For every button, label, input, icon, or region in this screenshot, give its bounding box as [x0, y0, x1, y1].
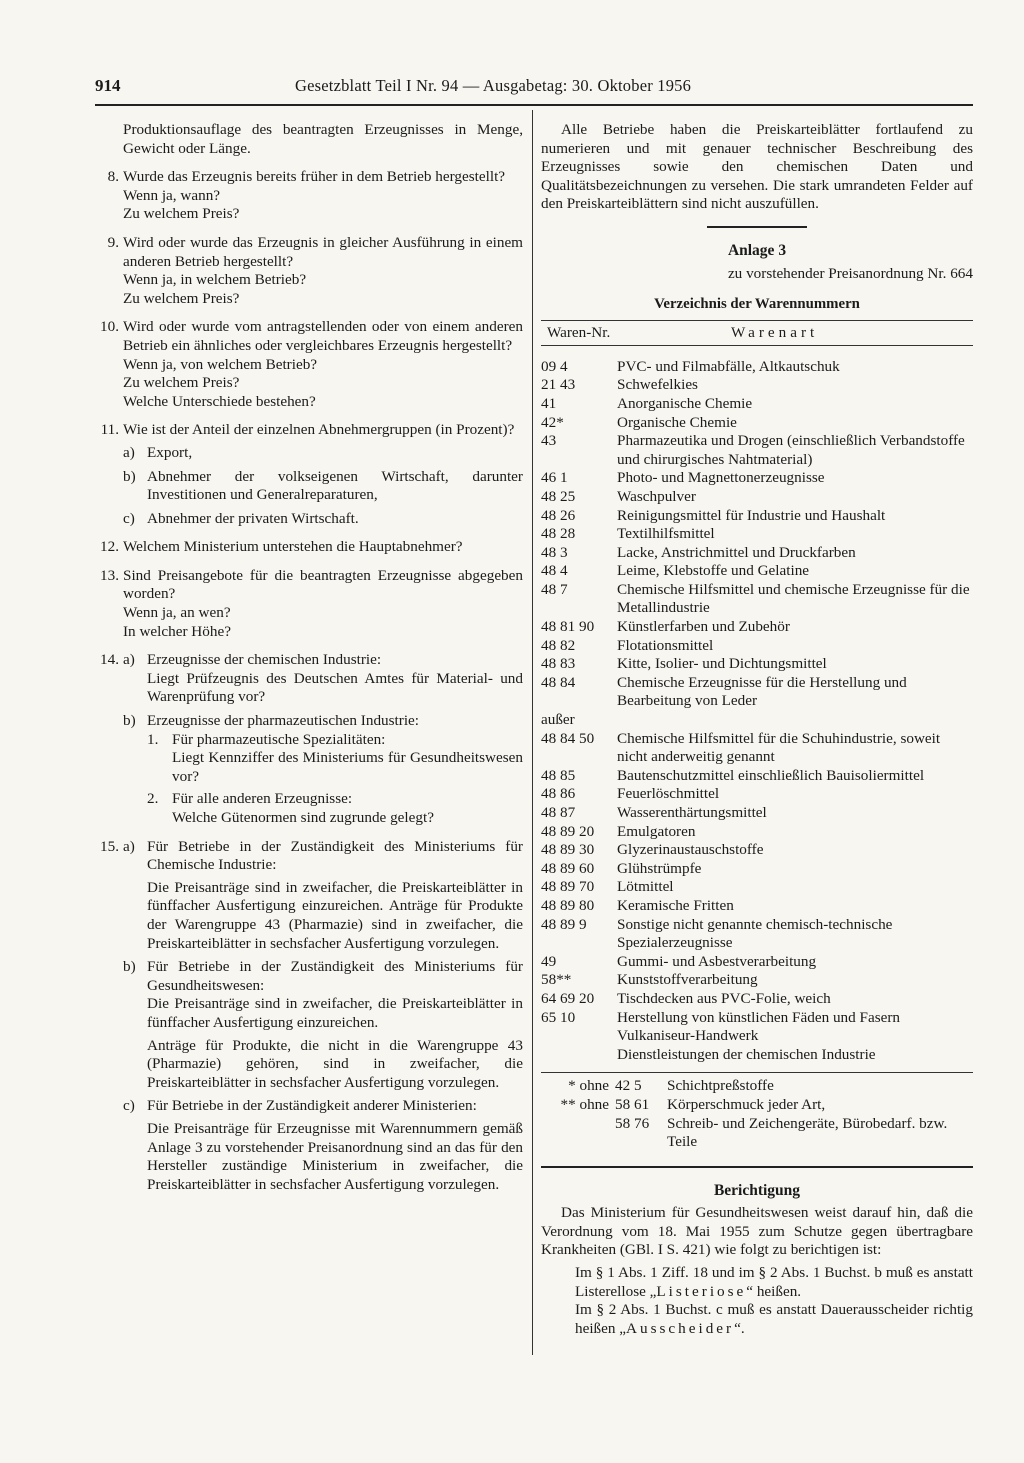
warenart: Vulkaniseur-Handwerk: [617, 1027, 759, 1045]
warenart: Waschpulver: [617, 487, 696, 505]
answer-option-a: [123, 444, 523, 463]
list-item: [541, 860, 973, 879]
anlage-title: Anlage 3: [727, 241, 787, 259]
list-item: [541, 655, 973, 674]
question-9: [95, 234, 523, 308]
question-text: Wie ist der Anteil der einzelnen Abnehmergruppen (in Prozent)?: [123, 421, 515, 439]
warenart: Organische Chemie: [617, 413, 737, 431]
list-item: [541, 358, 973, 377]
question-number: 8.: [107, 168, 119, 186]
list-item: [541, 469, 973, 488]
waren-nr: 48 89 20: [541, 822, 595, 840]
item-label: 2.: [147, 790, 159, 808]
option-14b: [123, 712, 523, 828]
option-text: Die Preisanträge sind in zweifacher, die Preiskarteiblätter in fünffacher Ausfertigung einzureichen.: [147, 995, 523, 1031]
question-15: [95, 838, 523, 1195]
waren-nr: 48 84 50: [541, 729, 595, 747]
waren-nr: 48 89 9: [541, 915, 587, 933]
waren-nr: 48 28: [541, 525, 576, 543]
list-item: [541, 916, 973, 953]
waren-nr: 43: [541, 432, 557, 450]
option-14a: [123, 651, 523, 707]
question-10: [95, 318, 523, 411]
waren-nr: 48 87: [541, 804, 576, 821]
list-item: [541, 376, 973, 395]
waren-nr: 65 10: [541, 1008, 576, 1026]
header-rule: [95, 104, 973, 106]
question-number: 11.: [100, 421, 119, 439]
warenart: Tischdecken aus PVC-Folie, weich: [617, 989, 831, 1007]
waren-nr: 64 69 20: [541, 989, 595, 1007]
waren-nr: 48 25: [541, 487, 576, 505]
footnote-text: Schreib- und Zeichengeräte, Bürobedarf. bzw. Teile: [667, 1114, 948, 1151]
option-label: b): [123, 958, 136, 976]
waren-nr: 48 89 70: [541, 878, 595, 896]
warenart: Feuerlöschmittel: [617, 785, 720, 803]
warenliste: [541, 358, 973, 1065]
waren-nr: [541, 1046, 617, 1065]
waren-nr: 48 86: [541, 785, 576, 803]
footnote-row: [541, 1077, 973, 1096]
question-text: Welchem Ministerium unterstehen die Hauptabnehmer?: [123, 538, 463, 556]
footnote-row: [541, 1096, 973, 1115]
list-item: [541, 841, 973, 860]
list-item: [541, 1009, 973, 1028]
correction-1: [541, 1264, 973, 1301]
list-item: [541, 525, 973, 544]
question-number: 12.: [100, 538, 119, 556]
item-title: Für alle anderen Erzeugnisse:: [172, 790, 353, 808]
question-12: [95, 538, 523, 557]
option-label: a): [123, 443, 135, 461]
right-column: [541, 121, 973, 1338]
question-number: 10.: [100, 318, 119, 336]
intro-paragraph: Alle Betriebe haben die Preiskarteiblätter fortlaufend zu numerieren und mit genauer technischer Beschreibung des Erzeugnisses sowie den chemischen Daten und Qualitätsbezeichnungen zu versehen. Die stark umrandeten Felder auf den Preiskarteiblättern sind nicht auszufüllen.: [541, 121, 973, 213]
column-header-art: Warenart: [731, 323, 819, 341]
option-14b-2: [147, 790, 523, 827]
footnote-nr: 58 61: [615, 1095, 650, 1113]
question-line: Zu welchem Preis?: [123, 289, 240, 307]
correction-2: [541, 1301, 973, 1338]
list-item: [541, 711, 973, 730]
item-text: Liegt Kennziffer des Ministeriums für Gesundheitswesen vor?: [172, 749, 523, 785]
question-line: Sind Preisangebote für die beantragten Erzeugnisse abgegeben worden?: [123, 566, 523, 603]
column-header-nr: Waren-Nr.: [547, 323, 611, 341]
list-item: [541, 562, 973, 581]
footnote-mark: [541, 1115, 615, 1152]
warenart: Textilhilfsmittel: [617, 525, 715, 543]
question-line: Wird oder wurde vom antragstellenden oder von einem anderen Betrieb ein ähnliches oder vergleichbares Erzeugnis hergestellt?: [123, 318, 523, 354]
warenart: Kitte, Isolier- und Dichtungsmittel: [617, 655, 827, 673]
correction-text: Im § 2 Abs. 1 Buchst. c muß es anstatt Dauerausscheider richtig heißen „: [575, 1301, 973, 1337]
left-column: [95, 121, 523, 1204]
list-item: [541, 618, 973, 637]
warenart: [617, 711, 973, 730]
footnote-nr: 58 76: [615, 1114, 650, 1132]
option-15c: [123, 1097, 523, 1194]
list-item: [541, 953, 973, 972]
warenart: Sonstige nicht genannte chemisch-technische Spezialerzeugnisse: [617, 915, 893, 952]
waren-nr: 46 1: [541, 469, 568, 487]
waren-nr: 48 84: [541, 673, 576, 691]
answer-option-b: [123, 468, 523, 505]
question-line: Wenn ja, an wen?: [123, 604, 231, 622]
correction-text: “.: [734, 1319, 745, 1337]
list-item: [541, 488, 973, 507]
waren-nr: 48 3: [541, 543, 568, 561]
list-item: [541, 878, 973, 897]
waren-nr: 42*: [541, 413, 564, 431]
warenart: Chemische Hilfsmittel und chemische Erzeugnisse für die Metallindustrie: [617, 580, 970, 617]
option-text: Die Preisanträge für Erzeugnisse mit Warennummern gemäß Anlage 3 zu vorstehender Preisanordnung sind an das für den Hersteller zuständige Ministerium in zweifacher, die Preiskarteiblätter in sechsfacher Ausfertigung vorzulegen.: [147, 1119, 523, 1193]
warenart: Photo- und Magnettonerzeugnisse: [617, 469, 825, 487]
footnotes: [541, 1072, 973, 1151]
question-line: Wenn ja, wann?: [123, 186, 221, 204]
option-14b-1: [147, 731, 523, 787]
warenart: Lacke, Anstrichmittel und Druckfarben: [617, 543, 856, 561]
list-item: [541, 1046, 973, 1065]
warenart: Emulgatoren: [617, 822, 696, 840]
item-text: Welche Gütenormen sind zugrunde gelegt?: [172, 809, 434, 826]
footnote-mark: * ohne: [568, 1077, 609, 1095]
question-11: [95, 421, 523, 528]
warenart: Anorganische Chemie: [617, 394, 753, 412]
option-label: c): [123, 1097, 135, 1115]
question-13: [95, 567, 523, 641]
anlage-subtitle: zu vorstehender Preisanordnung Nr. 664: [727, 264, 973, 282]
option-title: Für Betriebe in der Zuständigkeit des Ministeriums für Gesundheitswesen:: [147, 958, 523, 994]
waren-nr: 48 81 90: [541, 618, 595, 636]
warenart: Künstlerfarben und Zubehör: [617, 618, 790, 636]
waren-nr: 48 7: [541, 580, 568, 598]
corrected-term: Ausscheider: [626, 1319, 735, 1337]
item-label: 1.: [147, 730, 159, 748]
list-item: [541, 637, 973, 656]
column-divider: [532, 110, 533, 1355]
section-rule: [707, 226, 807, 228]
waren-nr: [541, 1027, 617, 1046]
list-item: [541, 507, 973, 526]
list-item: [541, 730, 973, 767]
table-header: [541, 320, 973, 346]
question-line: Wird oder wurde das Erzeugnis in gleicher Ausführung in einem anderen Betrieb hergestellt?: [123, 233, 523, 270]
waren-nr: 48 26: [541, 506, 576, 524]
option-title: Erzeugnisse der chemischen Industrie:: [147, 651, 382, 669]
waren-nr: 58**: [541, 971, 572, 989]
page-number: 914: [95, 76, 121, 95]
warenart: Keramische Fritten: [617, 896, 734, 914]
option-text: Die Preisanträge sind in zweifacher, die Preiskarteiblätter in fünffacher Ausfertigung einzureichen. Anträge für Produkte der Warengruppe 43 (Pharmazie) sind in zweifacher, die Preiskarteiblätter in sechsfacher Ausfertigung vorzulegen.: [147, 878, 523, 952]
option-label: c): [123, 509, 135, 527]
option-label: b): [123, 467, 136, 485]
question-number: 13.: [100, 566, 119, 584]
waren-nr: 48 85: [541, 766, 576, 784]
waren-nr: 48 89 60: [541, 859, 595, 877]
section-rule: [541, 1166, 973, 1168]
waren-nr: 49: [541, 952, 557, 970]
warenart: Dienstleistungen der chemischen Industrie: [617, 1045, 876, 1063]
footnote-text: Schichtpreßstoffe: [667, 1077, 774, 1095]
question-line: Zu welchem Preis?: [123, 374, 240, 392]
list-item: [541, 544, 973, 563]
warenart: Schwefelkies: [617, 376, 698, 394]
question-8: [95, 168, 523, 224]
list-item: [541, 897, 973, 916]
list-item: [541, 823, 973, 842]
question-line: Wenn ja, von welchem Betrieb?: [123, 355, 318, 373]
list-item: [541, 432, 973, 469]
list-item: [541, 804, 973, 823]
warenart: Kunststoffverarbeitung: [617, 971, 758, 989]
warenart: Glyzerinaustauschstoffe: [617, 841, 764, 859]
warenart: Pharmazeutika und Drogen (einschließlich Verbandstoffe und chirurgisches Nahtmaterial): [617, 432, 965, 468]
warenart: Flotationsmittel: [617, 636, 714, 654]
list-item: [541, 767, 973, 786]
option-label: a): [123, 837, 135, 855]
warenart: Chemische Hilfsmittel für die Schuhindustrie, soweit nicht anderweitig genannt: [617, 729, 941, 766]
berichtigung-title: Berichtigung: [713, 1181, 801, 1199]
warenart: Glühstrümpfe: [617, 859, 702, 877]
waren-nr: 48 89 80: [541, 896, 595, 914]
warenart: Bautenschutzmittel einschließlich Bauisoliermittel: [617, 766, 925, 784]
page-header: [95, 76, 973, 106]
berichtigung-text: Das Ministerium für Gesundheitswesen weist darauf hin, daß die Verordnung vom 18. Mai 1955 zum Schutze gegen übertragbare Krankheiten (GBl. I S. 421) wie folgt zu berichtigen ist:: [541, 1204, 973, 1259]
waren-nr: 48 82: [541, 636, 576, 654]
item-7-continuation: Produktionsauflage des beantragten Erzeugnisses in Menge, Gewicht oder Länge.: [123, 121, 523, 157]
answer-option-c: [123, 510, 523, 529]
option-text: Anträge für Produkte, die nicht in die Warengruppe 43 (Pharmazie) gehören, sind in zweifacher, die Preiskarteiblätter in sechsfacher Ausfertigung vorzulegen.: [147, 1036, 523, 1091]
list-item: [541, 674, 973, 711]
option-label: a): [123, 651, 135, 669]
option-title: Für Betriebe in der Zuständigkeit des Ministeriums für Chemische Industrie:: [147, 837, 523, 874]
list-item: [541, 414, 973, 433]
warenart: PVC- und Filmabfälle, Altkautschuk: [617, 357, 840, 375]
corrected-term: Listeriose: [656, 1282, 747, 1300]
waren-nr: 21 43: [541, 376, 576, 394]
question-number: 15.: [100, 837, 119, 855]
list-item: [541, 971, 973, 990]
footnote-nr: 42 5: [615, 1077, 642, 1095]
option-text: Export,: [147, 443, 193, 461]
warenart: Gummi- und Asbestverarbeitung: [617, 952, 817, 970]
question-number: 9.: [107, 233, 119, 251]
warenart: Reinigungsmittel für Industrie und Haushalt: [617, 506, 886, 524]
question-number: 14.: [100, 651, 119, 669]
warenart: Chemische Erzeugnisse für die Herstellung und Bearbeitung von Leder: [617, 673, 907, 710]
option-15b: [123, 958, 523, 1092]
list-item: [541, 990, 973, 1009]
option-15a: [123, 838, 523, 954]
list-item: [541, 581, 973, 618]
option-text: Abnehmer der privaten Wirtschaft.: [147, 509, 359, 527]
footnote-row: [541, 1115, 973, 1152]
footnote-mark: ** ohne: [560, 1095, 609, 1113]
correction-text: Im § 1 Abs. 1 Ziff. 18 und im § 2 Abs. 1 Buchst. b muß es anstatt Listerellose „: [575, 1264, 973, 1300]
correction-text: “ heißen.: [746, 1282, 802, 1300]
waren-nr: 48 4: [541, 562, 568, 580]
question-14: [95, 651, 523, 827]
list-item: [541, 395, 973, 414]
question-line: Wenn ja, in welchem Betrieb?: [123, 271, 307, 289]
question-line: In welcher Höhe?: [123, 622, 231, 640]
footnote-text: Körperschmuck jeder Art,: [667, 1095, 826, 1113]
option-text: Liegt Prüfzeugnis des Deutschen Amtes für Material- und Warenprüfung vor?: [147, 669, 523, 706]
option-title: Erzeugnisse der pharmazeutischen Industrie:: [147, 712, 420, 730]
list-item: [541, 785, 973, 804]
warenart: Wasserenthärtungsmittel: [617, 804, 767, 821]
option-text: Abnehmer der volkseigenen Wirtschaft, darunter Investitionen und Generalreparaturen,: [147, 467, 523, 504]
waren-nr: 09 4: [541, 357, 568, 375]
item-title: Für pharmazeutische Spezialitäten:: [172, 730, 386, 748]
waren-nr: außer: [541, 711, 575, 729]
warenart: Leime, Klebstoffe und Gelatine: [617, 562, 810, 580]
running-title: Gesetzblatt Teil I Nr. 94 — Ausgabetag: 30. Oktober 1956: [295, 76, 692, 95]
warenart: Lötmittel: [617, 878, 674, 896]
verzeichnis-title: Verzeichnis der Warennummern: [654, 296, 860, 313]
question-line: Zu welchem Preis?: [123, 205, 240, 223]
option-title: Für Betriebe in der Zuständigkeit anderer Ministerien:: [147, 1097, 477, 1115]
waren-nr: 41: [541, 394, 557, 412]
warenart: Herstellung von künstlichen Fäden und Fasern: [617, 1008, 901, 1026]
question-line: Welche Unterschiede bestehen?: [123, 392, 316, 410]
question-line: Wurde das Erzeugnis bereits früher in dem Betrieb hergestellt?: [123, 168, 506, 186]
waren-nr: 48 89 30: [541, 841, 595, 859]
list-item: [541, 1027, 973, 1046]
option-label: b): [123, 712, 136, 730]
waren-nr: 48 83: [541, 655, 576, 673]
